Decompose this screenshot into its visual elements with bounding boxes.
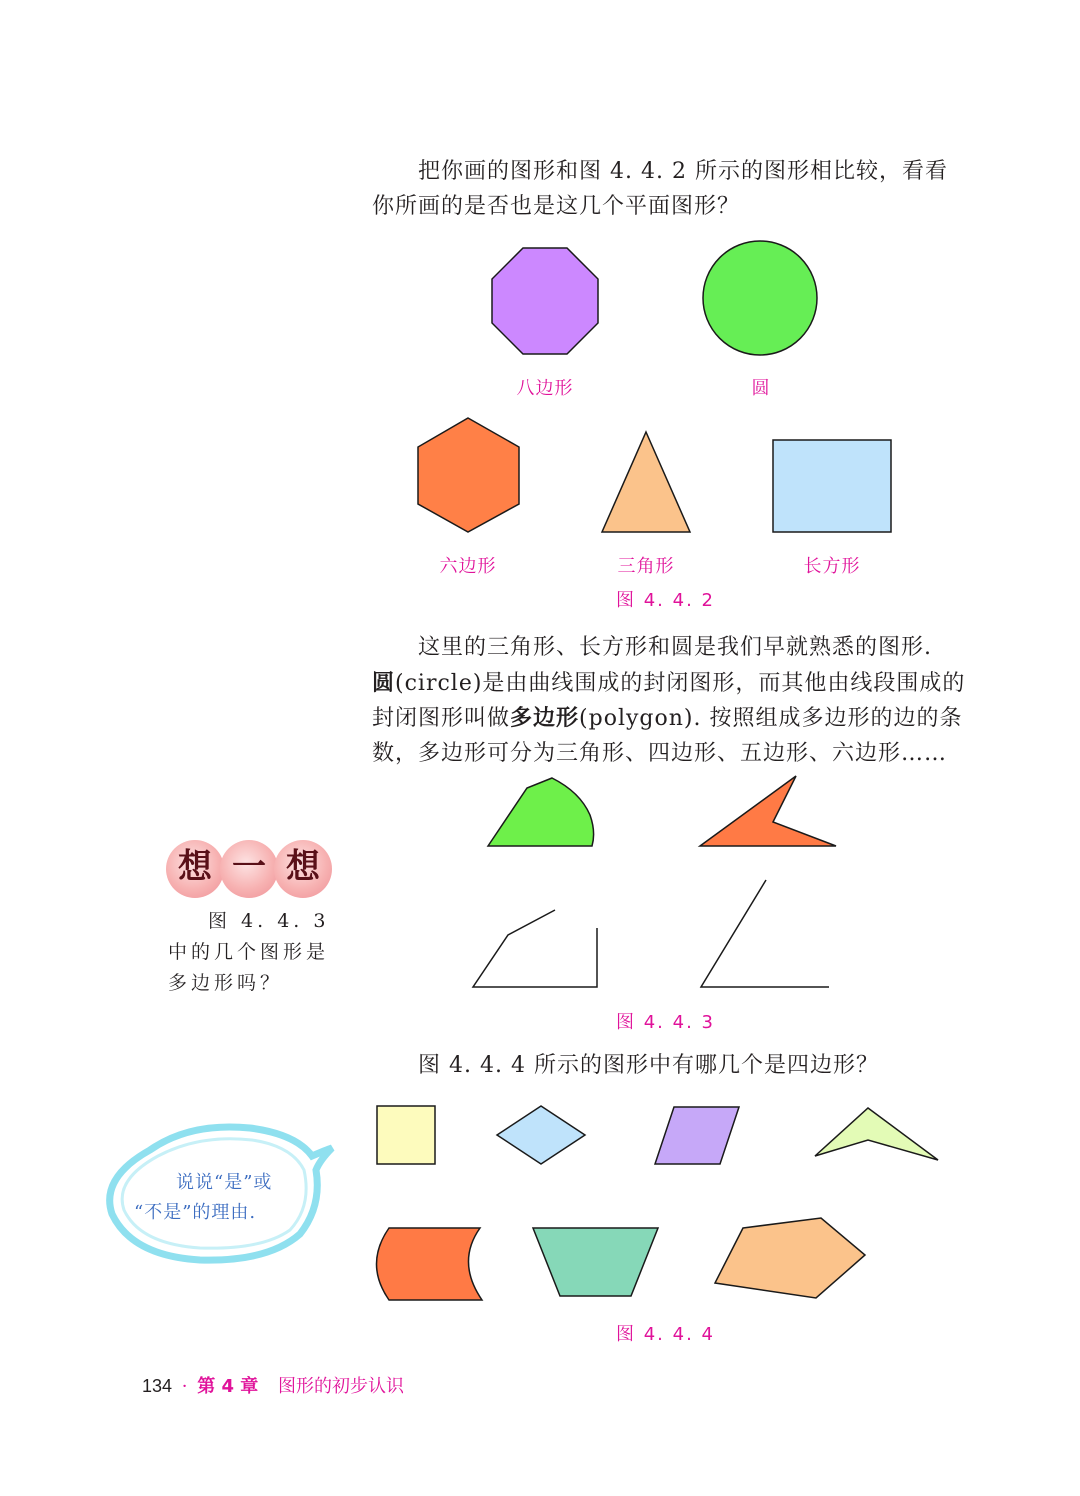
open-polyline-shape xyxy=(473,910,597,987)
cloud-line-1: 说说“是”或 xyxy=(176,1172,273,1193)
think-question xyxy=(168,906,334,999)
think-char-2: 一 xyxy=(232,847,266,887)
rectangle-shape xyxy=(773,440,891,532)
triangle-shape xyxy=(602,432,690,532)
octagon-label: 八边形 xyxy=(516,378,574,399)
term-circle: 圆 xyxy=(372,671,396,696)
definition-line-1: 这里的三角形、长方形和圆是我们早就熟悉的图形. xyxy=(418,635,932,660)
chapter-label: 第 4 章 xyxy=(197,1376,259,1397)
page-number: 134 xyxy=(142,1376,173,1396)
arrowhead-shape xyxy=(815,1108,938,1160)
cloud-line-2: “不是”的理由. xyxy=(134,1202,257,1223)
octagon-shape xyxy=(492,248,598,354)
think-char-1: 想 xyxy=(178,847,212,887)
triangle-label: 三角形 xyxy=(617,556,675,577)
green-curved-shape xyxy=(488,778,594,846)
rectangle-label: 长方形 xyxy=(803,556,861,577)
figure-444-caption: 图 4. 4. 4 xyxy=(616,1324,715,1345)
open-angle-shape xyxy=(701,880,829,987)
think-char-3: 想 xyxy=(286,847,320,887)
think-heading xyxy=(164,838,334,898)
page-footer xyxy=(142,1372,404,1398)
definition-line-3-rest: (polygon). 按照组成多边形的边的条 xyxy=(579,706,963,731)
rhombus-shape xyxy=(497,1106,585,1164)
figure-444-question: 图 4. 4. 4 所示的图形中有哪几个是四边形？ xyxy=(418,1053,879,1078)
circle-shape xyxy=(703,241,817,355)
think-question-text: 图 4. 4. 3 中的几个图形是多边形吗？ xyxy=(168,910,330,994)
hexagon-shape xyxy=(418,418,519,532)
definition-line-3-pre: 封闭图形叫做 xyxy=(372,706,511,731)
figure-442-caption: 图 4. 4. 2 xyxy=(616,590,715,611)
curved-sided-shape xyxy=(377,1228,483,1300)
figure-443-caption: 图 4. 4. 3 xyxy=(616,1012,715,1033)
circle-label: 圆 xyxy=(751,378,771,399)
hexagon-label: 六边形 xyxy=(439,556,497,577)
chapter-title: 图形的初步认识 xyxy=(278,1376,405,1397)
square-shape xyxy=(377,1106,435,1164)
footer-dot: · xyxy=(181,1376,188,1397)
definition-line-3 xyxy=(372,701,962,736)
trapezoid-shape xyxy=(533,1228,658,1296)
intro-line-2: 你所画的是否也是这几个平面图形？ xyxy=(372,194,741,219)
term-polygon: 多边形 xyxy=(510,706,580,731)
pentagon-shape xyxy=(715,1218,865,1298)
intro-line-1: 把你画的图形和图 4. 4. 2 所示的图形相比较，看看 xyxy=(418,159,948,184)
orange-concave-shape xyxy=(700,776,836,846)
definition-line-4: 数，多边形可分为三角形、四边形、五边形、六边形…… xyxy=(372,741,948,766)
definition-line-2-rest: (circle)是由曲线围成的封闭图形，而其他由线段围成的 xyxy=(395,671,966,696)
parallelogram-shape xyxy=(655,1107,739,1164)
definition-line-2 xyxy=(372,666,965,701)
